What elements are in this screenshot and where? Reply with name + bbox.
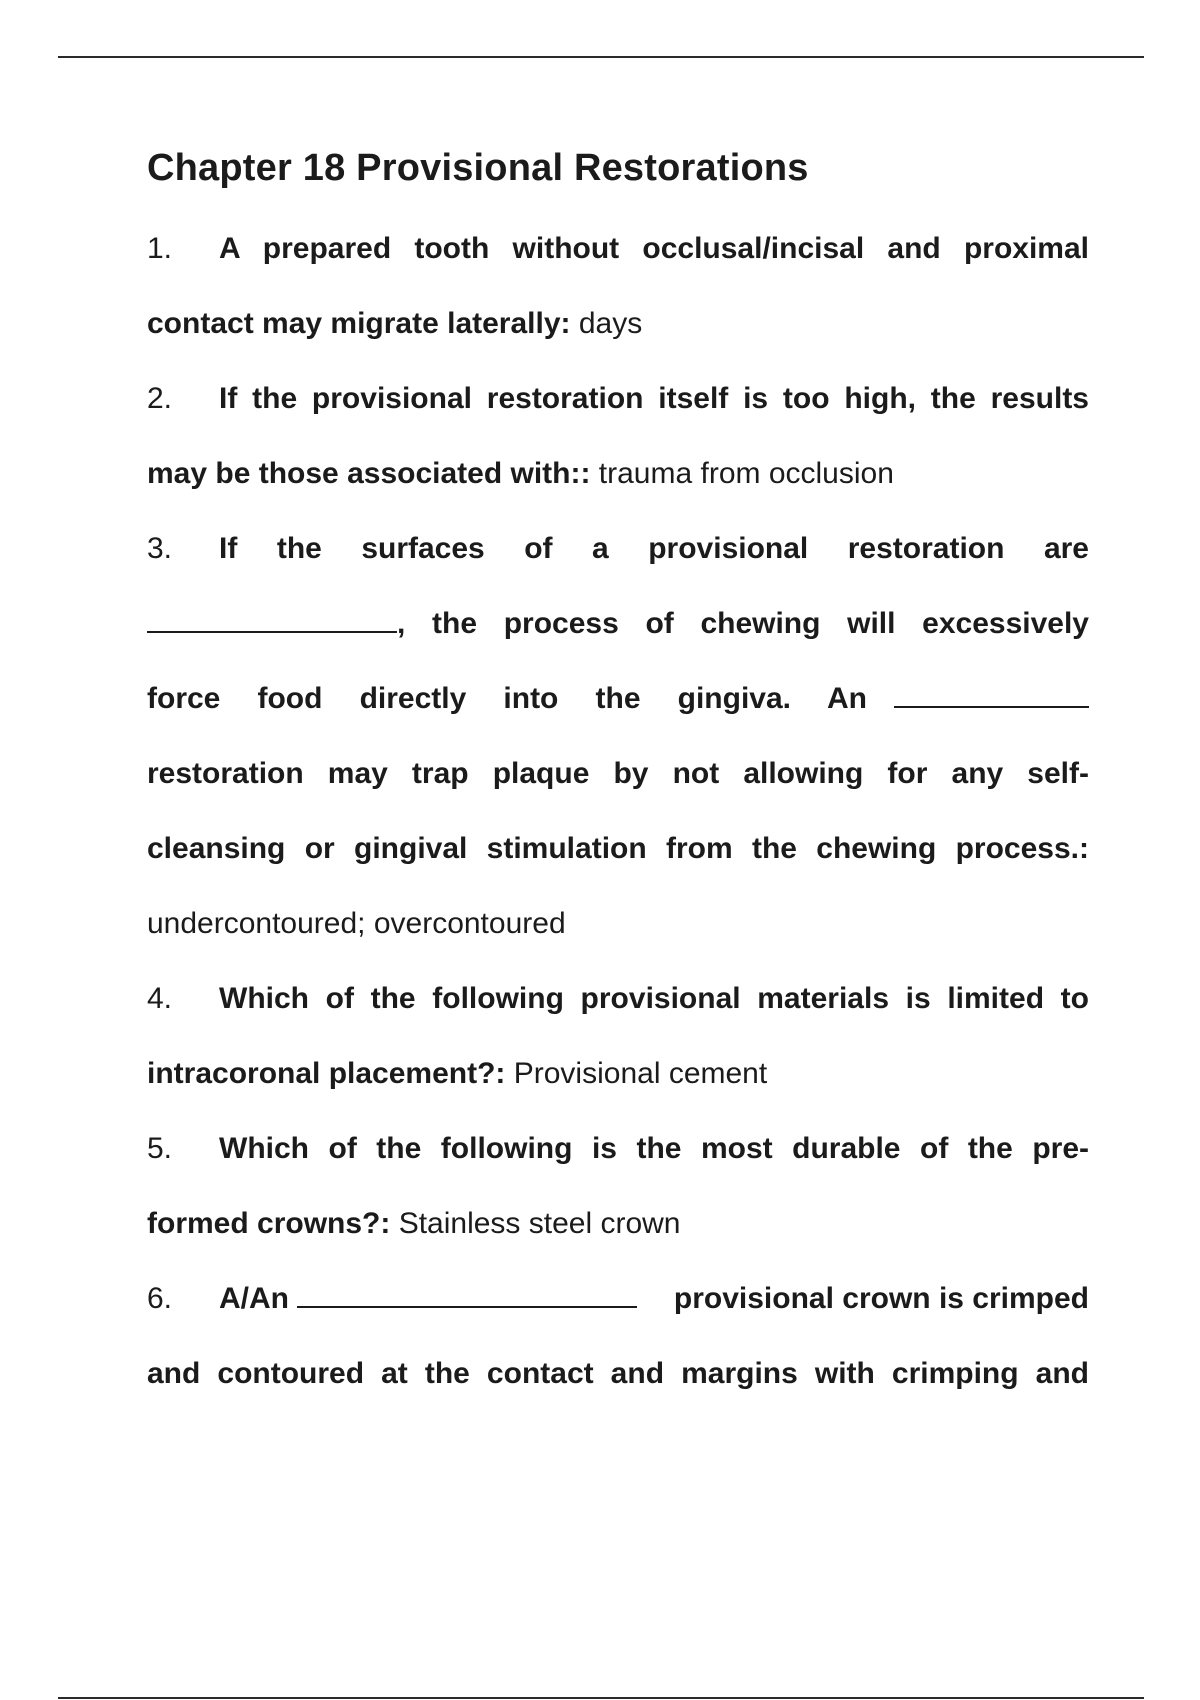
answer-text: Stainless steel crown bbox=[398, 1207, 681, 1240]
question-1 bbox=[147, 211, 1089, 361]
question-number: 3. bbox=[147, 532, 173, 565]
page-title: Chapter 18 Provisional Restorations bbox=[147, 147, 809, 189]
question-text: intracoronal placement?: bbox=[147, 1057, 506, 1090]
question-text: Which of the following is the most durable of the pre- bbox=[219, 1132, 1089, 1165]
fill-in-blank bbox=[894, 706, 1089, 708]
question-text: , the process of chewing will excessively bbox=[397, 607, 1089, 640]
question-number: 6. bbox=[147, 1282, 173, 1315]
question-text: If the provisional restoration itself is too high, the results bbox=[219, 382, 1089, 415]
question-4 bbox=[147, 961, 1089, 1111]
question-line bbox=[147, 661, 1089, 736]
question-line bbox=[147, 211, 1089, 286]
question-text: provisional crown is crimped bbox=[673, 1282, 1089, 1315]
question-text: may be those associated with:: bbox=[147, 457, 591, 490]
question-line bbox=[147, 811, 1089, 886]
answer-text: trauma from occlusion bbox=[598, 457, 894, 490]
answer-text: undercontoured; overcontoured bbox=[147, 907, 566, 940]
question-number: 2. bbox=[147, 382, 173, 415]
answer-text: Provisional cement bbox=[513, 1057, 768, 1090]
question-line bbox=[147, 1111, 1089, 1186]
question-text: Which of the following provisional materials is limited to bbox=[219, 982, 1089, 1015]
question-line bbox=[147, 1036, 1089, 1111]
question-5 bbox=[147, 1111, 1089, 1261]
question-text: contact may migrate laterally: bbox=[147, 307, 571, 340]
fill-in-blank bbox=[297, 1306, 637, 1308]
question-6 bbox=[147, 1261, 1089, 1411]
question-number: 4. bbox=[147, 982, 173, 1015]
question-line bbox=[147, 1336, 1089, 1411]
footer-rule bbox=[58, 1697, 1144, 1699]
question-number: 5. bbox=[147, 1132, 173, 1165]
question-line bbox=[147, 361, 1089, 436]
question-line bbox=[147, 286, 1089, 361]
document-body bbox=[147, 147, 1089, 1411]
question-3 bbox=[147, 511, 1089, 961]
question-text: and contoured at the contact and margins with crimping and bbox=[147, 1357, 1089, 1390]
question-line bbox=[147, 961, 1089, 1036]
fill-in-blank bbox=[147, 631, 397, 633]
question-2 bbox=[147, 361, 1089, 511]
question-text: restoration may trap plaque by not allowing for any self- bbox=[147, 757, 1089, 790]
question-text: A/An bbox=[219, 1282, 289, 1315]
question-line bbox=[147, 1186, 1089, 1261]
question-line bbox=[147, 586, 1089, 661]
question-line bbox=[147, 736, 1089, 811]
question-number: 1. bbox=[147, 232, 173, 265]
answer-text: days bbox=[578, 307, 643, 340]
question-text: force food directly into the gingiva. An bbox=[147, 682, 867, 715]
question-text: A prepared tooth without occlusal/incisal and proximal bbox=[219, 232, 1089, 265]
header-rule bbox=[58, 56, 1144, 58]
question-text: formed crowns?: bbox=[147, 1207, 391, 1240]
question-text: If the surfaces of a provisional restoration are bbox=[219, 532, 1089, 565]
question-line bbox=[147, 511, 1089, 586]
question-line bbox=[147, 886, 1089, 961]
question-line bbox=[147, 1261, 1089, 1336]
question-line bbox=[147, 436, 1089, 511]
question-text: cleansing or gingival stimulation from the chewing process.: bbox=[147, 832, 1089, 865]
